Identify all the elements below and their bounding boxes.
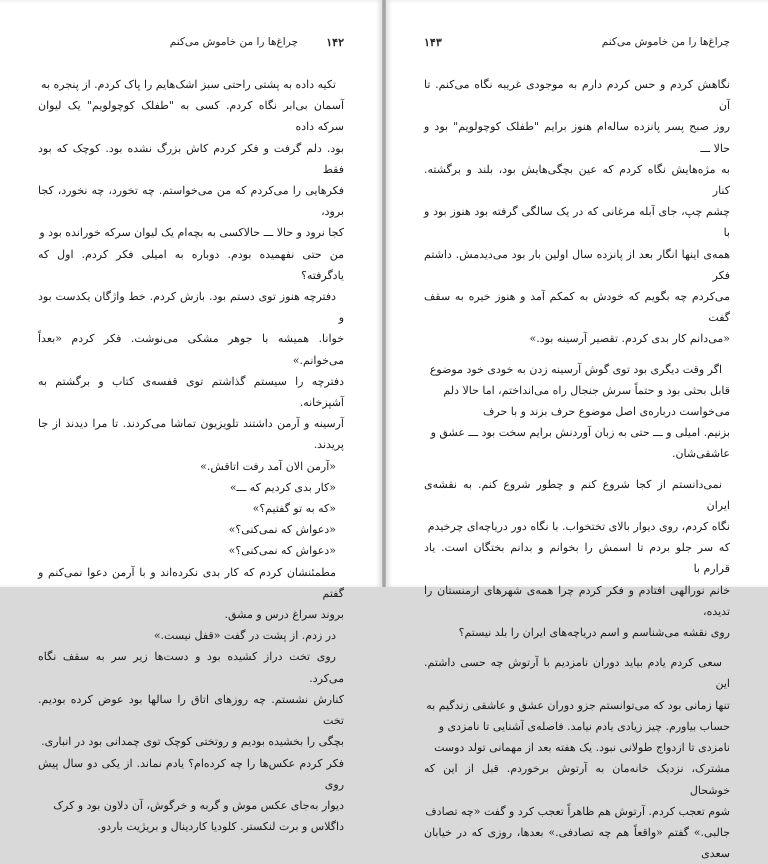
right-page-body: [424, 74, 730, 861]
text-line: شوم تعجب کردم. آرتوش هم ظاهراً تعجب کرد و گفت «چه تصادف: [425, 804, 730, 818]
text-line: روی نقشه می‌شناسم و اسم دریاچه‌های ایران را بلد نیستم؟: [458, 626, 730, 640]
text-line: می‌کردم چه بگویم که خودش به کمکم آمد و هنوز خیره به سقف گفت: [424, 290, 730, 325]
text-line: نمی‌دانستم از کجا شروع کنم و چطور شروع کنم. به نقشه‌ی ایران: [424, 477, 730, 512]
text-line: بزنیم. امیلی و ـــ حتی به زبان آوردنش برایم سخت بود ـــ عشق و: [430, 426, 730, 440]
left-page: [0, 0, 382, 834]
left-page-running-title: چراغ‌ها را من خاموش می‌کنم: [169, 36, 298, 48]
text-line: فکر کردم عکس‌ها را چه کرده‌ام؟ یادم نماند. از یکی دو سال پیش روی: [38, 756, 344, 791]
text-line: به مژه‌هایش نگاه کردم که عین بچگی‌هایش بود، بلند و برگشته. کنار: [424, 162, 730, 198]
text-line: قابل بحثی بود و حتماً سرش جنجال راه می‌انداختم، اما حالا دلم: [443, 383, 730, 397]
text-line: جالبی.» گفتم «واقعاً هم چه تصادفی.» بعدها، روزی که در خیابان سعدی: [424, 825, 730, 861]
text-line: آرسینه و آرمن داشتند تلویزیون تماشا می‌کردند. تا مرا دیدند از جا پریدند.: [38, 417, 344, 452]
text-line: دفترچه را سیستم گذاشتم توی قفسه‌ی کتاب و برگشتم به آشپزخانه.: [38, 374, 344, 410]
right-page: [386, 0, 768, 861]
text-line: دیوار به‌جای عکس موش و گربه و خرگوش، آن دلاون بود و کرک: [53, 798, 344, 812]
text-line: داگلاس و برت لنکستر. کلودیا کاردینال و بریژیت باردو.: [97, 820, 344, 834]
text-line: دفترچه هنوز توی دستم بود. بازش کردم. خط واژگان یکدست بود و: [38, 290, 344, 325]
text-line: مشترک، نزدیک خانه‌مان به آرتوش برخوردم. قبل از این که خوشحال: [424, 762, 730, 797]
dialogue-line: «آرمن الان آمد رفت اتاقش.»: [200, 459, 336, 473]
text-line: تکیه داده به پشتی راحتی سبز اشک‌هایم را پاک کردم. از پنجره به: [41, 78, 336, 91]
dialogue-line: «کار بدی کردیم که ـــ»: [229, 480, 336, 494]
text-line: حساب بیاورم. چیز زیادی یادم نیامد. فاصله‌ی آشنایی تا نامزدی و: [438, 719, 730, 733]
text-line: بچگی را بخشیده بودیم و روتختی کوچک توی چمدانی بود در انباری.: [41, 735, 344, 749]
right-page-running-title: چراغ‌ها را من خاموش می‌کنم: [601, 36, 730, 48]
left-page-body: [38, 74, 344, 834]
dialogue-line: «دعواش که نمی‌کنی؟»: [228, 523, 336, 537]
dialogue-line: «دعواش که نمی‌کنی؟»: [228, 544, 336, 558]
text-line: سعی کردم یادم بیاید دوران نامزدیم با آرتوش چه حسی داشتم. این: [424, 656, 730, 691]
text-line: می‌خواست درباره‌ی اصل موضوع حرف بزند و با حرف: [482, 405, 730, 419]
dialogue-line: «که به تو گفتیم؟»: [252, 502, 336, 516]
text-line: در زدم. از پشت در گفت «قفل نیست.»: [153, 629, 336, 643]
text-line: تنها زمانی بود که می‌توانستم جزو دوران عشق و عاشقی زندگیم به: [426, 698, 730, 712]
text-line: نگاه کردم، روی دیوار بالای تختخواب. با نگاه دور دریاچه‌ای چرخیدم: [427, 520, 730, 534]
text-line: عاشقی‌شان.: [671, 447, 730, 461]
text-line: نگاهش کردم و حس کردم دارم به موجودی غریبه نگاه می‌کنم. تا آن: [424, 78, 730, 113]
text-line: اگر وقت دیگری بود توی گوش آرسینه زدن به خودی خود موضوع: [429, 362, 722, 376]
right-page-header: [424, 36, 730, 54]
left-page-header: [38, 36, 344, 54]
text-line: همه‌ی اینها انگار بعد از پانزده سال اولین بار بود می‌دیدمش. داشتم فکر: [424, 247, 730, 282]
text-line: فکرهایی را می‌کردم که من می‌خواستم. چه تخورد، چه نخورد، کجا برود،: [38, 184, 344, 219]
text-line: نامزدی تا ازدواج طولانی نبود. یک هفته بعد از مهمانی تولد دوست: [434, 741, 730, 755]
text-line: بود. دلم گرفت و فکر کردم کاش بزرگ نشده بود. کوچک که بود فقط: [38, 141, 344, 176]
text-line: کجا نرود و حالا ـــ حالاکسی به بچه‌ام یک لیوان سرکه خورانده بود و: [39, 226, 344, 240]
text-line: روز صبح پسر پانزده ساله‌ام هنوز برایم "طفلک کوچولویم" بود و حالا ـــ: [424, 120, 730, 155]
text-line: کنارش نشستم. چه روزهای اتاق را سالها بود عوض کرده بودیم. تخت: [38, 692, 344, 728]
text-line: من حتی نفهمیده بودم. دوباره به امیلی فکر کردم. اول که یادگرفته؟: [38, 247, 344, 282]
text-line: «می‌دانم کار بدی کردم. تقصیر آرسینه بود.»: [529, 332, 730, 346]
text-line: روی تخت دراز کشیده بود و دست‌ها زیر سر به سقف نگاه می‌کرد.: [38, 650, 344, 685]
left-page-number: ۱۴۲: [326, 36, 344, 49]
text-line: بروند سراغ درس و مشق.: [224, 608, 344, 622]
text-line: مطمئنشان کردم که کار بدی نکرده‌اند و با آرمن دعوا نمی‌کنم و گفتم: [38, 565, 344, 600]
text-line: خانم نورالهی افتادم و فکر کردم چرا همه‌ی شهرهای ارمنستان را تدیده،: [424, 583, 730, 618]
text-line: چشم چپ، جای آبله مرغانی که در یک سالگی گرفته بود هنوز بود و با: [424, 205, 730, 240]
text-line: آسمان بی‌ابر نگاه کردم. کسی به "طفلک کوچولویم" یک لیوان سرکه داده: [38, 99, 344, 134]
text-line: خوانا. همیشه با جوهر مشکی می‌نوشت. فکر کردم «بعداً می‌خوانم.»: [38, 332, 344, 367]
right-page-number: ۱۴۳: [424, 36, 442, 49]
text-line: که سر جلو بردم تا اسمش را بخوانم و بدانم بختگان است. یاد قرارم با: [424, 541, 730, 576]
